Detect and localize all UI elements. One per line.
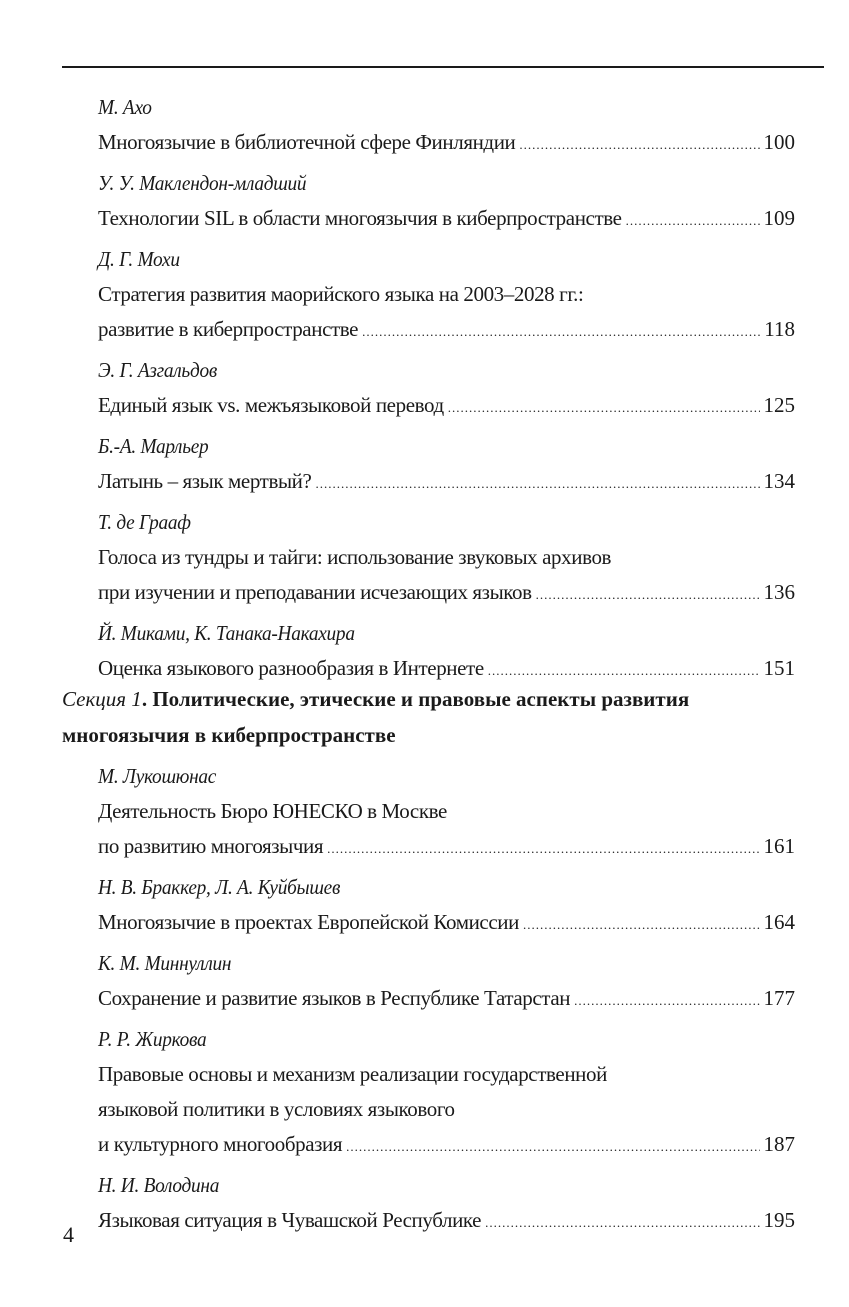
- toc-entry-title-row[interactable]: [98, 1127, 795, 1164]
- toc-entry-title-row[interactable]: [98, 388, 795, 425]
- toc-entry-title: и культурного многообразия: [98, 1132, 343, 1156]
- toc-entry: [98, 1021, 795, 1164]
- dot-leader: [574, 983, 759, 1018]
- toc-entry-page: 161: [763, 834, 795, 858]
- dot-leader: [448, 390, 760, 425]
- toc-entry-title: при изучении и преподавании исчезающих языков: [98, 580, 532, 604]
- toc-entry-author: М. Ахо: [98, 95, 152, 119]
- toc-entry-title-row[interactable]: [98, 905, 795, 942]
- toc-entry-title-line: Голоса из тундры и тайги: использование звуковых архивов: [98, 545, 612, 569]
- toc-entry-page: 187: [763, 1132, 795, 1156]
- toc-entry-page: 177: [763, 986, 795, 1010]
- toc-entry-page: 136: [763, 580, 795, 604]
- toc-entry: [98, 758, 795, 866]
- toc-entry-page: 125: [763, 393, 795, 417]
- toc-entry-title-line: Правовые основы и механизм реализации государственной: [98, 1062, 607, 1086]
- toc-entry-title-row[interactable]: [98, 981, 795, 1018]
- toc-entry-author: Н. В. Браккер, Л. А. Куйбышев: [98, 875, 341, 899]
- dot-leader: [327, 831, 759, 866]
- toc-entry: [98, 352, 795, 425]
- toc-entry-author: Р. Р. Жиркова: [98, 1027, 207, 1051]
- toc-entry-title-row[interactable]: [98, 464, 795, 501]
- toc-entry: [98, 428, 795, 501]
- toc-entry: [98, 504, 795, 612]
- toc-list-section: [98, 758, 795, 1243]
- toc-entry-title: Многоязычие в библиотечной сфере Финляндии: [98, 130, 516, 154]
- toc-entry-page: 100: [763, 130, 795, 154]
- toc-entry: [98, 165, 795, 238]
- dot-leader: [519, 127, 759, 162]
- toc-entry-title: по развитию многоязычия: [98, 834, 324, 858]
- section-label: Секция 1: [62, 687, 142, 711]
- toc-entry-title: Технологии SIL в области многоязычия в киберпространстве: [98, 206, 622, 230]
- toc-list-top: [98, 89, 795, 691]
- dot-leader: [523, 907, 760, 942]
- dot-leader: [315, 466, 759, 501]
- toc-entry: [98, 1167, 795, 1240]
- toc-entry-author: Д. Г. Мохи: [98, 247, 180, 271]
- toc-entry-page: 109: [763, 206, 795, 230]
- toc-entry: [98, 945, 795, 1018]
- toc-entry-title: Оценка языкового разнообразия в Интернете: [98, 656, 484, 680]
- section-title-line1: . Политические, этические и правовые аспекты развития: [141, 687, 690, 711]
- toc-entry-title-row[interactable]: [98, 125, 795, 162]
- toc-entry: [98, 869, 795, 942]
- toc-entry-title-row[interactable]: [98, 312, 795, 349]
- toc-entry-title-row[interactable]: [98, 829, 795, 866]
- toc-entry-title-line: Стратегия развития маорийского языка на 2003–2028 гг.:: [98, 282, 584, 306]
- dot-leader: [362, 314, 760, 349]
- toc-entry-author: У. У. Маклендон-младший: [98, 171, 307, 195]
- toc-entry-page: 134: [763, 469, 795, 493]
- toc-entry: [98, 241, 795, 349]
- dot-leader: [346, 1129, 759, 1164]
- section-heading: [62, 681, 762, 753]
- dot-leader: [626, 203, 760, 238]
- toc-entry-title-row[interactable]: [98, 1203, 795, 1240]
- toc-entry-author: Н. И. Володина: [98, 1173, 220, 1197]
- toc-entry: [98, 89, 795, 162]
- toc-entry-title: Сохранение и развитие языков в Республике Татарстан: [98, 986, 571, 1010]
- section-title-line2: многоязычия в киберпространстве: [62, 723, 396, 747]
- dot-leader: [536, 577, 760, 612]
- toc-entry-title-line: языковой политики в условиях языкового: [98, 1097, 455, 1121]
- toc-entry-page: 195: [763, 1208, 795, 1232]
- toc-entry-author: Б.-А. Марльер: [98, 434, 209, 458]
- toc-entry-page: 164: [763, 910, 795, 934]
- page-number: 4: [63, 1222, 74, 1247]
- toc-entry-title: Многоязычие в проектах Европейской Комиссии: [98, 910, 519, 934]
- toc-entry-title-line: Деятельность Бюро ЮНЕСКО в Москве: [98, 799, 447, 823]
- toc-entry-author: Э. Г. Азгальдов: [98, 358, 217, 382]
- toc-entry-title: Языковая ситуация в Чувашской Республике: [98, 1208, 482, 1232]
- toc-entry-title: Латынь – язык мертвый?: [98, 469, 312, 493]
- dot-leader: [485, 1205, 759, 1240]
- toc-entry-author: К. М. Миннуллин: [98, 951, 232, 975]
- toc-entry-title: Единый язык vs. межъязыковой перевод: [98, 393, 444, 417]
- toc-entry-title-row[interactable]: [98, 201, 795, 238]
- toc-entry-title: развитие в киберпространстве: [98, 317, 359, 341]
- toc-entry: [98, 615, 795, 688]
- toc-entry-author: Т. де Грааф: [98, 510, 191, 534]
- toc-entry-author: Й. Миками, К. Танака-Накахира: [98, 621, 355, 645]
- toc-entry-title-row[interactable]: [98, 575, 795, 612]
- toc-entry-page: 151: [763, 656, 795, 680]
- header-rule: [62, 66, 824, 68]
- toc-entry-author: М. Лукошюнас: [98, 764, 217, 788]
- toc-entry-page: 118: [764, 317, 795, 341]
